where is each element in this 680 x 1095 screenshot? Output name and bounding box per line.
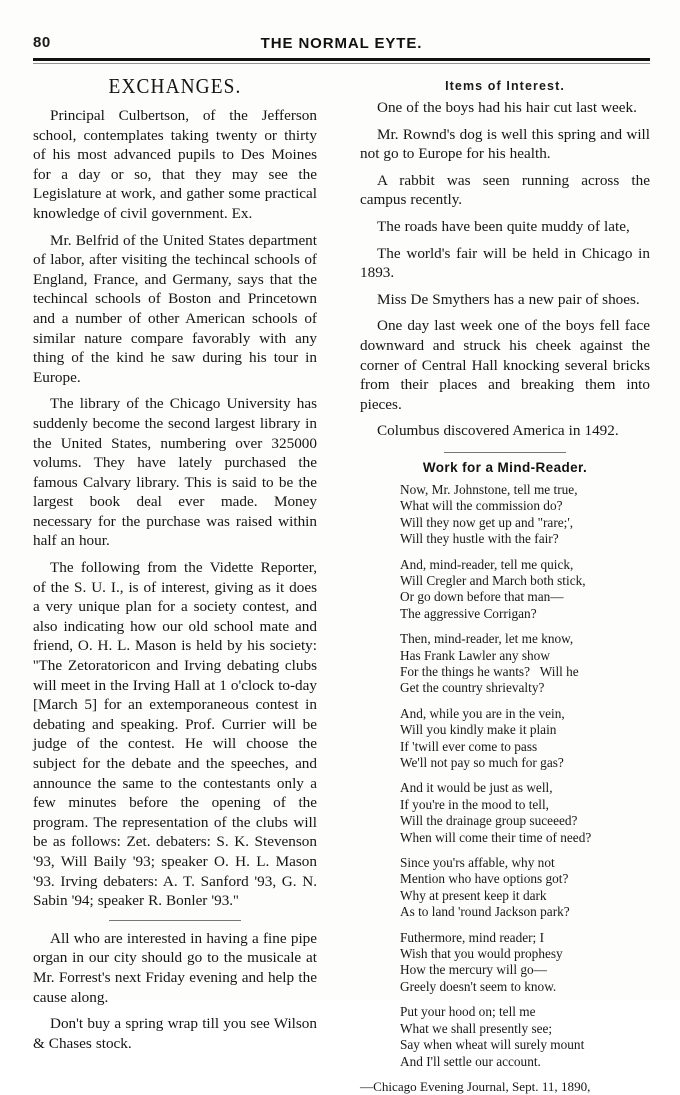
paragraph: The library of the Chicago University has suddenly become the second largest library in the United States, numbering over 325000 volums. They have lately purchased the famous Calvary library. This is said to be the largest book deal ever made. Money necessary for the purchase was raised within half an hour. <box>33 395 317 550</box>
poem-line: For the things he wants? Will he <box>400 663 579 679</box>
poem-line: Has Frank Lawler any show <box>400 647 550 663</box>
section-divider <box>109 920 241 921</box>
poem-line: Or go down before that man— <box>400 589 564 605</box>
paragraph: Mr. Belfrid of the United States department of labor, after visiting the techincal schools of England, France, and Germany, says that the techincal schools of Boston and Princetown and a number of other American schools of similar nature compare favorably with any thing of the kind he saw during his tour in Europe. <box>33 231 317 386</box>
poem-line: Will Cregler and March both stick, <box>400 572 586 588</box>
paragraph: Columbus discovered America in 1492. <box>377 422 619 440</box>
poem-line: When will come their time of need? <box>400 829 592 845</box>
poem-line: Since you'rs affable, why not <box>400 855 555 871</box>
poem-line: Will they now get up and "rare;', <box>400 514 574 530</box>
poem-line: What will the commission do? <box>400 498 563 514</box>
poem-title: Work for a Mind-Reader. <box>422 459 588 475</box>
items-of-interest-heading: Items of Interest. <box>445 79 565 93</box>
poem-line: Say when wheat will surely mount <box>400 1037 585 1053</box>
poem-attribution: —Chicago Evening Journal, Sept. 11, 1890, <box>360 1078 591 1094</box>
paragraph: Don't buy a spring wrap till you see Wilson & Chases stock. <box>33 1015 317 1052</box>
poem-line: How the mercury will go— <box>400 962 547 978</box>
right-column <box>358 73 650 1094</box>
poem-line: Will you kindly make it plain <box>400 722 557 738</box>
publication-title: THE NORMAL EYTE. <box>260 35 423 52</box>
exchanges-heading: EXCHANGES. <box>108 74 242 98</box>
poem-line: Why at present keep it dark <box>400 887 547 903</box>
column-gutter <box>325 73 358 1003</box>
masthead <box>33 34 650 56</box>
column-container <box>33 73 650 1094</box>
exchanges-body-after-divider <box>33 929 317 1054</box>
poem-line: The aggressive Corrigan? <box>400 605 537 621</box>
paragraph: One of the boys had his hair cut last week. <box>377 99 637 116</box>
paragraph: All who are interested in having a fine pipe organ in our city should go to the musicale at Mr. Forrest's next Friday evening and help the cause along. <box>33 929 317 1006</box>
poem-stanza <box>400 482 646 548</box>
poem-stanza <box>400 557 646 623</box>
poem-stanza <box>400 780 646 846</box>
poem-line: Will the drainage group suceeed? <box>400 813 578 829</box>
masthead-rule-thick <box>33 58 650 61</box>
poem-line: And it would be just as well, <box>400 780 553 796</box>
paragraph: The following from the Vidette Reporter, of the S. U. I., is of interest, giving as it does a very unique plan for a society contest, and also indicating how our old school mate and friend, O. H. L. Mason is held by his society: ''The Zetoratoricon and Irving debating clubs will meet in the Irving Hall at 1 o'clock to-day [March 5] for an extemporaneous contest in debating and speaking. Prof. Currier will be judge of the contest. He will choose the subject for the debate and the speeches, and announce the same to the contestants only a few minutes before the opening of the program. The representation of the clubs will be as follows: Zet. debaters: S. K. Stevenson '93, Will Baily '93; speaker O. H. L. Mason '93. Irving debaters: A. T. Sanford '93, G. N. Sabin '94; speaker R. Bonler '93.'' <box>33 559 317 910</box>
paragraph: A rabbit was seen running across the campus recently. <box>360 171 650 209</box>
poem-line: Put your hood on; tell me <box>400 1004 536 1020</box>
paragraph: The world's fair will be held in Chicago in 1893. <box>360 244 650 282</box>
items-of-interest-body <box>360 98 650 441</box>
exchanges-body <box>33 106 317 911</box>
paragraph: One day last week one of the boys fell face downward and struck his cheek against the corner of Central Hall knocking several bricks from their places and breaking them into pieces. <box>360 317 650 413</box>
poem-line: And I'll settle our account. <box>400 1053 541 1069</box>
poem-line: Then, mind-reader, let me know, <box>400 631 574 647</box>
poem-line: Will they hustle with the fair? <box>400 531 559 547</box>
poem-line: What we shall presently see; <box>400 1020 553 1036</box>
paragraph: The roads have been quite muddy of late, <box>377 217 630 235</box>
poem-line: Now, Mr. Johnstone, tell me true, <box>400 481 578 497</box>
poem-stanza <box>400 631 646 697</box>
poem-stanza <box>400 706 646 772</box>
poem-stanza <box>400 855 646 921</box>
poem-line: Get the country shrievalty? <box>400 680 545 696</box>
poem-stanza <box>400 930 646 996</box>
poem-line: Greely doesn't seem to know. <box>400 978 557 994</box>
poem-line: If you're in the mood to tell, <box>400 796 549 812</box>
left-column <box>33 73 325 1052</box>
page-number: 80 <box>33 34 51 51</box>
poem-line: And, while you are in the vein, <box>400 705 565 721</box>
masthead-rule-thin <box>33 63 650 64</box>
poem-line: And, mind-reader, tell me quick, <box>400 556 574 572</box>
poem-line: Mention who have options got? <box>400 871 569 887</box>
paragraph: Mr. Rownd's dog is well this spring and will not go to Europe for his health. <box>360 125 650 163</box>
poem-line: If 'twill ever come to pass <box>400 738 538 754</box>
poem-divider <box>444 452 566 453</box>
poem-line: Futhermore, mind reader; I <box>400 929 544 945</box>
paragraph: Principal Culbertson, of the Jefferson school, contemplates taking twenty or thirty of his most advanced pupils to Des Moines for a day or so, that they may see the Legislature at work, and gather some practical knowledge of civil government. Ex. <box>33 107 317 222</box>
poem-line: Wish that you would prophesy <box>400 946 563 962</box>
poem-line: We'll not pay so much for gas? <box>400 755 564 770</box>
poem-line: As to land 'round Jackson park? <box>400 904 570 920</box>
poem-body <box>360 482 650 1070</box>
paragraph: Miss De Smythers has a new pair of shoes. <box>377 290 640 308</box>
poem-stanza <box>400 1004 646 1070</box>
